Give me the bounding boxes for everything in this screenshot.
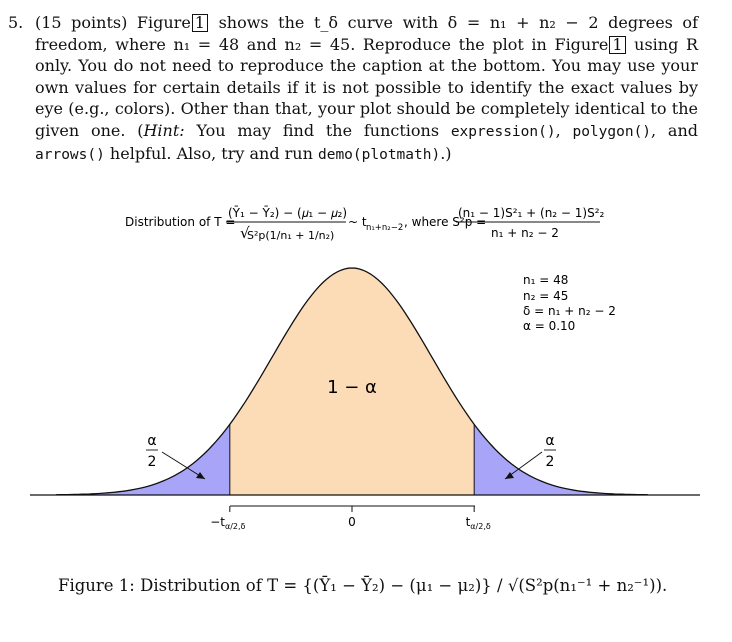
figure-ref-2[interactable]: 1 (609, 36, 625, 54)
header-dist-sub: n₁+n₂−2 (366, 223, 404, 233)
tick-label-upper: $t_{\alpha/2,\delta}$ (465, 515, 491, 531)
upper-tail-region (474, 424, 648, 495)
code-expression: expression() (450, 123, 556, 140)
problem-line: shows the t_δ curve with δ = n₁ + n₂ − 2 degrees of freedom, where (35, 13, 698, 54)
header-dist: ~ t (348, 215, 367, 229)
lower-tail-region (56, 424, 230, 495)
sep: helpful. Also, try and run (104, 144, 318, 163)
tick-label-zero: 0 (348, 515, 356, 529)
hint-label: Hint: (143, 120, 185, 140)
code-polygon: polygon() (572, 123, 652, 140)
left-tail-label-den: 2 (147, 454, 157, 470)
figure-ref[interactable]: 1 (192, 14, 208, 32)
figure-caption: Figure 1: Distribution of T = {(Ȳ₁ − Ȳ₂) − (μ₁ − μ₂)} / √(S²p(n₁⁻¹ + n₂⁻¹)). (58, 576, 668, 595)
problem-body (35, 12, 698, 167)
problem-line: n₁ = 48 and n₂ = 45. Reproduce the plot in Figure (173, 34, 609, 54)
sep: , and (651, 120, 698, 140)
figure (0, 190, 732, 550)
sep: .) (440, 144, 452, 163)
header-sp-numerator: (n₁ − 1)S²₁ + (n₂ − 1)S²₂ (458, 206, 605, 220)
header-sp-denominator: n₁ + n₂ − 2 (491, 226, 559, 240)
center-label: 1 − α (327, 377, 377, 398)
right-tail-label-num: α (545, 433, 555, 449)
problem-line: (15 points) Figure (35, 13, 191, 32)
right-tail-label-den: 2 (545, 454, 555, 470)
sqrt-sign: √ (240, 224, 250, 242)
problem-line: You may find the functions (184, 120, 451, 140)
param-delta: δ = n₁ + n₂ − 2 (523, 304, 616, 318)
param-alpha: α = 0.10 (523, 319, 576, 333)
t-distribution-plot (0, 190, 732, 550)
header-denominator: S²p(1/n₁ + 1/n₂) (247, 229, 335, 242)
header-where: , where S²p = (404, 215, 487, 229)
code-demo: demo(plotmath) (317, 147, 441, 163)
problem-number: 5. (8, 13, 24, 32)
tick-label-lower: $-t_{\alpha/2,\delta}$ (210, 515, 246, 531)
code-arrows: arrows() (35, 147, 105, 163)
sep: , (555, 120, 573, 140)
problem-line: using R only. You do not need to reproduce the caption at the bottom. You may use your own values for certain details if it is not possible to identify the exact values by eye (e.g., colors). Other than that, your plot should be completely identical to the given one. ( (35, 34, 698, 140)
header-numerator: (Ȳ₁ − Ȳ₂) − (𝜇₁ − 𝜇₂) (228, 206, 347, 220)
header-lhs: Distribution of T = (125, 215, 236, 229)
problem-text (8, 12, 698, 167)
left-tail-label-num: α (147, 433, 157, 449)
param-n1: n₁ = 48 (523, 273, 569, 287)
param-n2: n₂ = 45 (523, 289, 569, 303)
